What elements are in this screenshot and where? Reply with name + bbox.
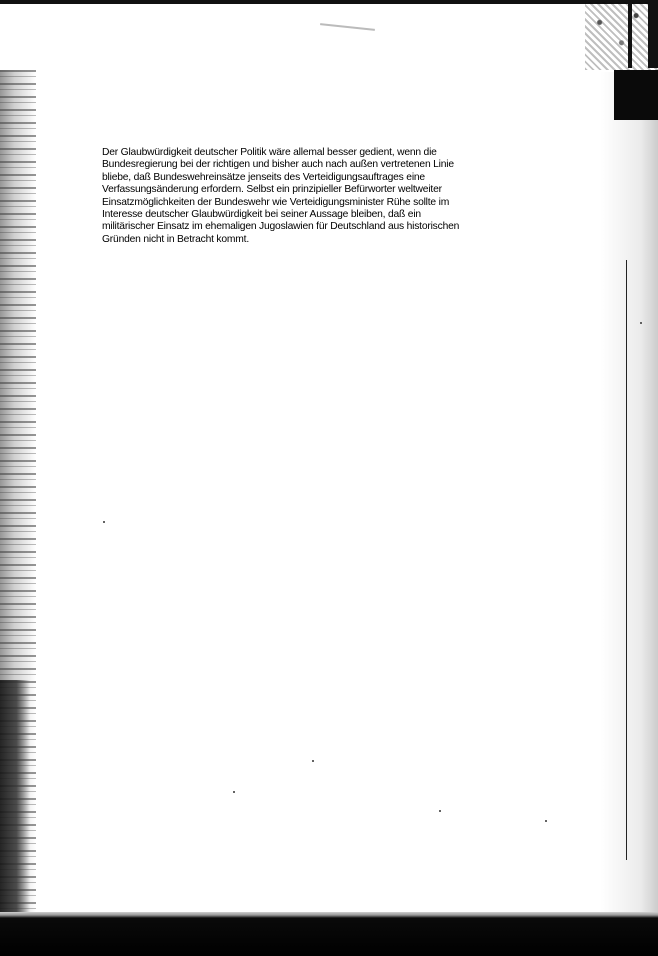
scan-speck [312, 760, 314, 762]
scan-corner-bar [628, 2, 632, 68]
scan-corner-bar-right [648, 2, 658, 68]
scan-right-line [626, 260, 627, 860]
scan-speck [640, 322, 642, 324]
scan-left-edge-dark [0, 680, 30, 915]
paragraph-line: Der Glaubwürdigkeit deutscher Politik wäre allemal besser gedient, wenn die [102, 147, 437, 158]
scan-right-block [614, 70, 658, 120]
paragraph-line: Interesse deutscher Glaubwürdigkeit bei seiner Aussage bleiben, daß ein [102, 209, 421, 221]
scan-speck [545, 820, 547, 822]
scan-speck [103, 521, 105, 523]
paragraph-line: Gründen nicht in Betracht kommt. [102, 233, 249, 245]
scan-smudge [320, 23, 375, 31]
scan-speck [233, 791, 235, 793]
scan-top-edge [0, 0, 658, 4]
scan-right-shadow [600, 72, 658, 917]
paragraph-line: Verfassungsänderung erfordern. Selbst ein prinzipieller Befürworter weltweiter [102, 184, 442, 196]
paragraph-line: militärischer Einsatz im ehemaligen Jugoslawien für Deutschland aus historischen [102, 221, 460, 233]
body-paragraph [102, 147, 522, 246]
scan-bottom-band [0, 912, 658, 956]
scan-speck [439, 810, 441, 812]
paragraph-line: Einsatzmöglichkeiten der Bundeswehr wie Verteidigungsminister Rühe sollte im [102, 196, 450, 208]
paragraph-line: Bundesregierung bei der richtigen und bisher auch nach außen vertretenen Linie [102, 159, 454, 171]
paragraph-line: bliebe, daß Bundeswehreinsätze jenseits des Verteidigungsauftrages eine [102, 171, 425, 183]
